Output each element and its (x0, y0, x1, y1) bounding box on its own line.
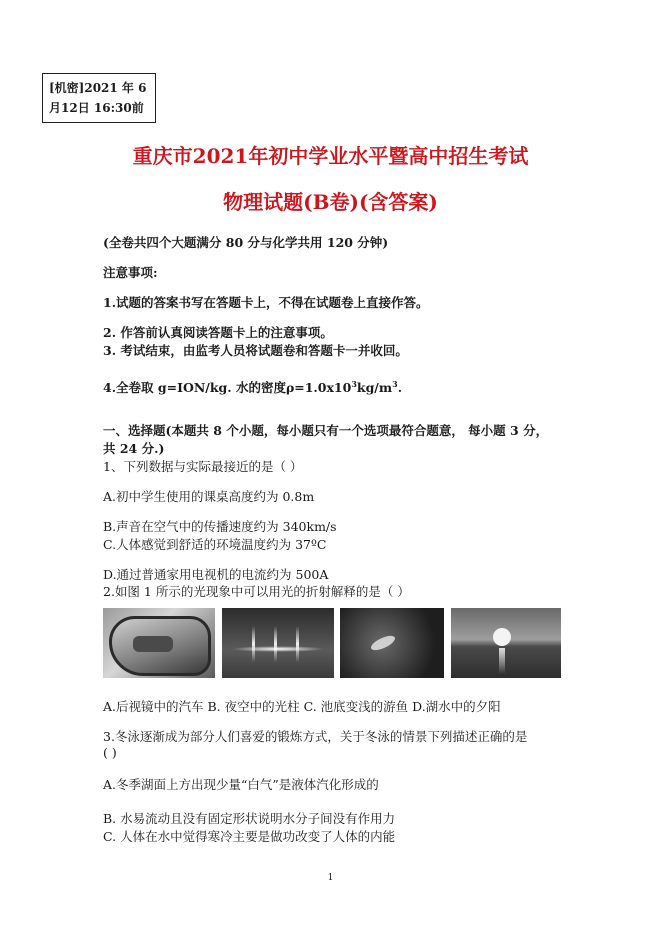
exam-subtitle: 物理试题(B卷)(含答案) (223, 190, 438, 214)
photo-night-light-beams (222, 608, 334, 678)
notice-4-prefix: 4.全卷取 g=ION/kg. 水的密度ρ=1.0x10 (103, 380, 352, 395)
sun-shape (493, 628, 511, 646)
light-beam (274, 626, 277, 662)
question-3-stem-line2: ( ) (103, 745, 117, 760)
section1-heading-line1: 一、选择题(本题共 8 个小题，每小题只有一个选项最符合题意， 每小题 3 分， (103, 423, 549, 438)
section1-heading-line2: 共 24 分.) (103, 441, 165, 456)
notice-4-end: . (397, 380, 403, 395)
photo-rearview-mirror (103, 608, 215, 678)
photo-pool-fish (340, 608, 444, 678)
notice-item-2: 2. 作答前认真阅读答题卡上的注意事项。 (103, 325, 333, 340)
exam-note: (全卷共四个大题满分 80 分与化学共用 120 分钟) (103, 235, 389, 250)
light-beam (296, 626, 299, 662)
question-2-options: A.后视镜中的汽车 B. 夜空中的光柱 C. 池底变浅的游鱼 D.湖水中的夕阳 (103, 699, 501, 714)
page-number: 1 (327, 873, 334, 883)
notice-4-exp: 3 (351, 378, 357, 389)
question-2-stem: 2.如图 1 所示的光现象中可以用光的折射解释的是（ ） (103, 584, 410, 599)
sun-reflection (499, 648, 505, 674)
notice-item-3: 3. 考试结束，由监考人员将试题卷和答题卡一并收回。 (103, 343, 408, 358)
light-beam (252, 626, 255, 662)
car-shape (133, 636, 173, 652)
figure-1-photos (103, 608, 561, 678)
light-glow (232, 646, 324, 652)
fish-shape (369, 633, 397, 653)
notice-4-unit: kg/m (356, 380, 393, 395)
notice-item-4 (103, 378, 402, 396)
notice-4-unit-exp: 3 (392, 378, 398, 389)
question-1-stem: 1、下列数据与实际最接近的是（ ） (103, 459, 303, 474)
notice-item-1: 1.试题的答案书写在答题卡上，不得在试题卷上直接作答。 (103, 295, 429, 310)
question-3-option-b: B. 水易流动且没有固定形状说明水分子间没有作用力 (103, 811, 396, 826)
question-1-option-a: A.初中学生使用的课桌高度约为 0.8m (103, 489, 315, 504)
question-3-option-a: A.冬季湖面上方出现少量“白气”是液体汽化形成的 (103, 777, 379, 792)
question-1-option-c: C.人体感觉到舒适的环境温度约为 37ºC (103, 537, 327, 552)
question-3-stem-line1: 3.冬泳逐渐成为部分人们喜爱的锻炼方式，关于冬泳的情景下列描述正确的是 (103, 729, 528, 744)
question-1-option-b: B.声音在空气中的传播速度约为 340km/s (103, 519, 337, 534)
confidential-line-1: [机密]2021 年 6 (49, 81, 147, 95)
question-3-option-c: C. 人体在水中觉得寒冷主要是做功改变了人体的内能 (103, 829, 396, 844)
notice-heading: 注意事项: (103, 265, 158, 280)
question-1-option-d: D.通过普通家用电视机的电流约为 500A (103, 567, 329, 582)
exam-title: 重庆市2021年初中学业水平暨高中招生考试 (132, 144, 529, 168)
confidential-line-2: 月12日 16:30前 (49, 101, 144, 115)
confidential-box (42, 73, 156, 123)
photo-lake-sunset (451, 608, 561, 678)
